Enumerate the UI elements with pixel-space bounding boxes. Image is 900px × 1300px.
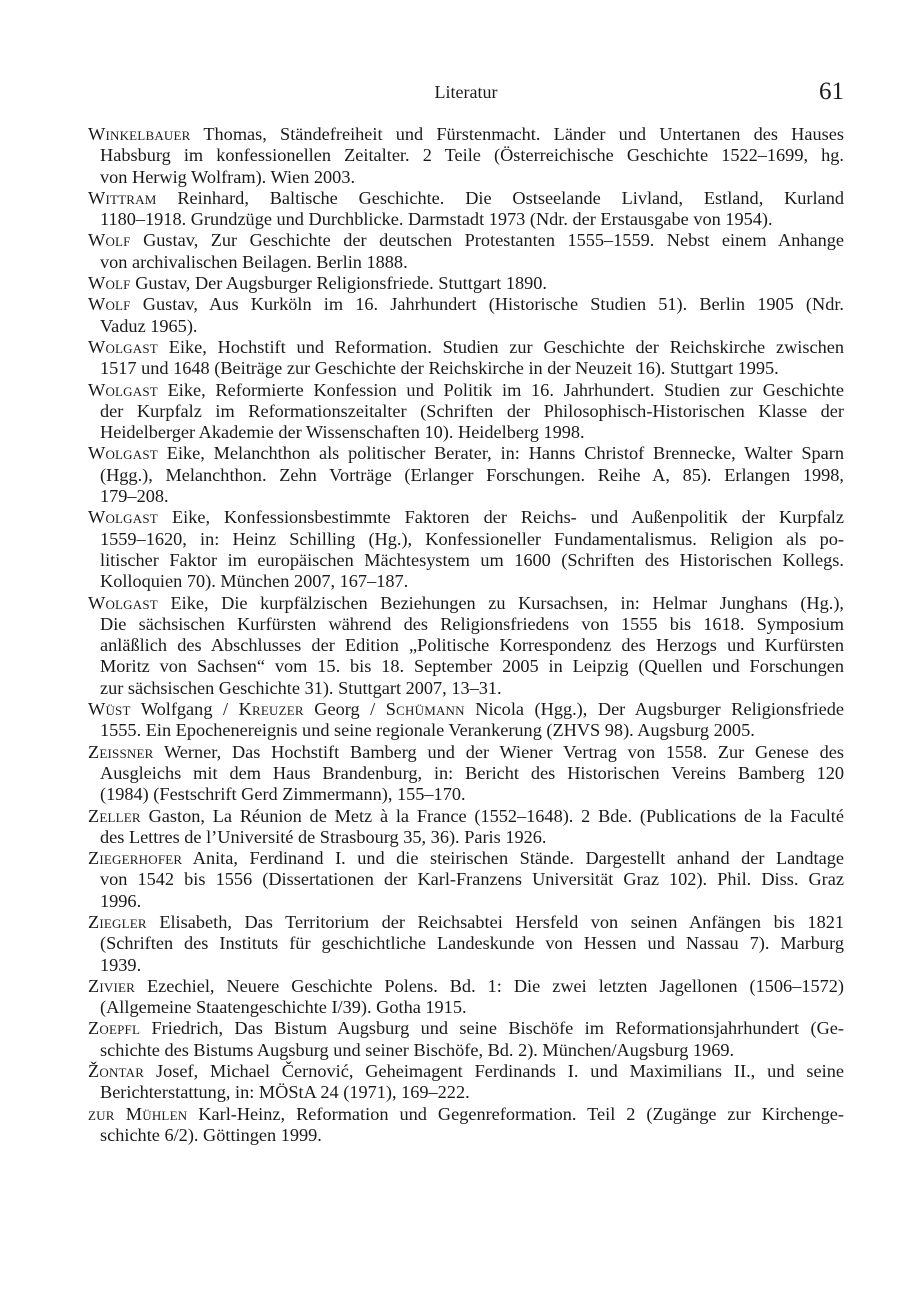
entry-text: Anita, Ferdinand I. und die steirischen Stände. Dargestellt anhand der Landtage <box>182 848 844 869</box>
bibliography-entry <box>88 593 844 699</box>
entry-continuation-line: 1180–1918. Grundzüge und Durchblicke. Darmstadt 1973 (Ndr. der Erstausgabe von 1954). <box>100 209 773 230</box>
bibliography-entry <box>88 912 844 976</box>
author-surname: Schümann <box>385 699 465 720</box>
entry-text: Wolfgang / <box>130 699 239 720</box>
entry-continuation-line: Kolloquien 70). München 2007, 167–187. <box>100 571 409 592</box>
bibliography-entry <box>88 1061 844 1104</box>
author-surname: Wolgast <box>88 507 158 528</box>
entry-first-line <box>88 1061 844 1082</box>
entry-continuation-line: schichte 6/2). Göttingen 1999. <box>100 1124 322 1145</box>
author-surname: Wolf <box>88 273 131 294</box>
author-surname: Wolgast <box>88 379 158 400</box>
bibliography-entry <box>88 1018 844 1061</box>
entry-text: Friedrich, Das Bistum Augsburg und seine Bischöfe im Reformationsjahrhundert (Ge- <box>140 1018 844 1039</box>
entry-continuation-line: zur sächsischen Geschichte 31). Stuttgart 2007, 13–31. <box>100 677 502 698</box>
bibliography-entry <box>88 124 844 188</box>
author-surname: Wolf <box>88 230 131 251</box>
entry-text: Eike, Konfessionsbestimmte Faktoren der Reichs- und Außenpolitik der Kurpfalz <box>157 507 844 528</box>
bibliography-entry <box>88 742 844 806</box>
entry-first-line <box>88 1104 844 1125</box>
author-surname: Kreuzer <box>238 699 304 720</box>
entry-text: Gustav, Der Augsburger Religionsfriede. Stuttgart 1890. <box>130 273 547 294</box>
entry-text: Werner, Das Hochstift Bamberg und der Wiener Vertrag von 1558. Zur Genese des <box>153 741 844 762</box>
entry-continuation-line: Ausgleichs mit dem Haus Brandenburg, in: Bericht des Historischen Vereins Bamberg 120 <box>100 762 844 783</box>
entry-text: Gaston, La Réunion de Metz à la France (1552–1648). 2 Bde. (Publications de la Faculté <box>140 805 844 826</box>
entry-text: Josef, Michael Černović, Geheimagent Ferdinands I. und Maximilians II., und seine <box>144 1061 844 1082</box>
author-surname: Zeissner <box>88 741 154 762</box>
running-head <box>88 78 844 106</box>
entry-first-line <box>88 806 844 827</box>
entry-text: Georg / <box>303 699 386 720</box>
entry-continuation-line: Habsburg im konfessionellen Zeitalter. 2 Teile (Österreichische Geschichte 1522–1699, hg. <box>100 145 844 166</box>
entry-text: Thomas, Ständefreiheit und Fürstenmacht. Länder und Untertanen des Hauses <box>190 124 844 144</box>
author-surname: Zivier <box>88 975 136 996</box>
bibliography-entry <box>88 1104 844 1147</box>
author-surname: Wolgast <box>88 336 158 357</box>
bibliography-entry <box>88 230 844 273</box>
entry-first-line <box>88 188 844 209</box>
entry-text: Gustav, Zur Geschichte der deutschen Protestanten 1555–1559. Nebst einem Anhange <box>130 230 844 251</box>
author-surname: Zoepfl <box>88 1018 141 1039</box>
entry-first-line <box>88 507 844 528</box>
entry-first-line <box>88 976 844 997</box>
bibliography-entry <box>88 806 844 849</box>
bibliography-list <box>88 124 844 1146</box>
entry-continuation-line: von Herwig Wolfram). Wien 2003. <box>100 166 356 187</box>
entry-continuation-line: (Schriften des Instituts für geschichtliche Landeskunde von Hessen und Nassau 7). Marburg <box>100 933 844 954</box>
author-surname: Ziegler <box>88 911 147 932</box>
entry-continuation-line: anläßlich des Abschlusses der Edition „Politische Korrespondenz des Herzogs und Kurfürsten <box>100 635 844 656</box>
entry-first-line <box>88 1018 844 1039</box>
entry-text: Reinhard, Baltische Geschichte. Die Ostseelande Livland, Estland, Kurland <box>156 187 844 208</box>
entry-continuation-line: von archivalischen Beilagen. Berlin 1888. <box>100 251 408 272</box>
bibliography-entry <box>88 976 844 1019</box>
entry-first-line <box>88 230 844 251</box>
entry-continuation-line: Vaduz 1965). <box>100 315 198 336</box>
entry-first-line <box>88 912 844 933</box>
bibliography-entry <box>88 188 844 231</box>
entry-text: Eike, Melanchthon als politischer Berater, in: Hanns Christof Brennecke, Walter Sparn <box>157 443 844 464</box>
entry-text: Eike, Reformierte Konfession und Politik im 16. Jahrhundert. Studien zur Geschichte <box>157 379 844 400</box>
entry-first-line <box>88 294 844 315</box>
author-surname: Wittram <box>88 187 157 208</box>
bibliography-entry <box>88 848 844 912</box>
running-head-title: Literatur <box>434 82 498 102</box>
entry-continuation-line: der Kurpfalz im Reformationszeitalter (Schriften der Philosophisch-Historischen Klasse der <box>100 400 844 421</box>
entry-continuation-line: (Hgg.), Melanchthon. Zehn Vorträge (Erlanger Forschungen. Reihe A, 85). Erlangen 1998, <box>100 464 844 485</box>
author-surname: Zeller <box>88 805 141 826</box>
page-number: 61 <box>819 78 844 105</box>
entry-text: Nicola (Hgg.), Der Augsburger Religionsfriede <box>464 699 845 720</box>
entry-continuation-line: 1555. Ein Epochenereignis und seine regionale Verankerung (ZHVS 98). Augsburg 2005. <box>100 720 755 741</box>
entry-continuation-line: (Allgemeine Staatengeschichte I/39). Gotha 1915. <box>100 997 467 1018</box>
entry-text: Elisabeth, Das Territorium der Reichsabtei Hersfeld von seinen Anfängen bis 1821 <box>146 911 844 932</box>
author-surname: Žontar <box>88 1061 145 1082</box>
author-surname: Wüst <box>88 699 131 720</box>
entry-first-line <box>88 848 844 869</box>
entry-first-line <box>88 124 844 145</box>
entry-text: Eike, Die kurpfälzischen Beziehungen zu Kursachsen, in: Helmar Junghans (Hg.), <box>157 592 844 613</box>
entry-continuation-line: schichte des Bistums Augsburg und seiner Bischöfe, Bd. 2). München/Augsburg 1969. <box>100 1039 735 1060</box>
entry-continuation-line: (1984) (Festschrift Gerd Zimmermann), 155–170. <box>100 784 466 805</box>
entry-continuation-line: Heidelberger Akademie der Wissenschaften 10). Heidelberg 1998. <box>100 422 585 443</box>
entry-first-line <box>88 337 844 358</box>
entry-continuation-line: litischer Faktor im europäischen Mächtesystem um 1600 (Schriften des Historischen Kollegs. <box>100 549 844 570</box>
entry-continuation-line: Die sächsischen Kurfürsten während des Religionsfriedens von 1555 bis 1618. Symposium <box>100 613 844 634</box>
entry-continuation-line: Moritz von Sachsen“ vom 15. bis 18. September 2005 in Leipzig (Quellen und Forschungen <box>100 656 844 677</box>
entry-continuation-line: 1559–1620, in: Heinz Schilling (Hg.), Konfessioneller Fundamentalismus. Religion als po- <box>100 528 844 549</box>
bibliography-entry <box>88 699 844 742</box>
entry-first-line <box>88 699 844 720</box>
author-surname: zur Mühlen <box>88 1103 188 1124</box>
entry-first-line <box>88 273 844 294</box>
author-surname: Ziegerhofer <box>88 848 183 869</box>
entry-text: Karl-Heinz, Reformation und Gegenreformation. Teil 2 (Zugänge zur Kirchenge- <box>187 1103 844 1124</box>
author-surname: Wolf <box>88 294 131 315</box>
entry-text: Ezechiel, Neuere Geschichte Polens. Bd. 1: Die zwei letzten Jagellonen (1506–1572) <box>135 975 844 996</box>
entry-continuation-line: Berichterstattung, in: MÖStA 24 (1971), 169–222. <box>100 1082 470 1103</box>
bibliography-entry <box>88 273 844 294</box>
entry-continuation-line: 179–208. <box>100 486 169 507</box>
entry-first-line <box>88 742 844 763</box>
entry-continuation-line: von 1542 bis 1556 (Dissertationen der Karl-Franzens Universität Graz 102). Phil. Diss. Graz <box>100 869 844 890</box>
entry-first-line <box>88 380 844 401</box>
entry-first-line <box>88 443 844 464</box>
entry-continuation-line: 1517 und 1648 (Beiträge zur Geschichte der Reichskirche in der Neuzeit 16). Stuttgart 1995. <box>100 358 779 379</box>
entry-first-line <box>88 593 844 614</box>
bibliography-entry <box>88 380 844 444</box>
bibliography-entry <box>88 443 844 507</box>
entry-continuation-line: 1939. <box>100 954 142 975</box>
entry-text: Gustav, Aus Kurköln im 16. Jahrhundert (Historische Studien 51). Berlin 1905 (Ndr. <box>130 294 844 315</box>
bibliography-entry <box>88 507 844 592</box>
bibliography-entry <box>88 294 844 337</box>
bibliography-entry <box>88 337 844 380</box>
entry-continuation-line: 1996. <box>100 890 142 911</box>
author-surname: Wolgast <box>88 443 158 464</box>
author-surname: Winkelbauer <box>88 124 191 144</box>
author-surname: Wolgast <box>88 592 158 613</box>
entry-continuation-line: des Lettres de l’Université de Strasbourg 35, 36). Paris 1926. <box>100 826 547 847</box>
entry-text: Eike, Hochstift und Reformation. Studien zur Geschichte der Reichskirche zwischen <box>157 336 844 357</box>
